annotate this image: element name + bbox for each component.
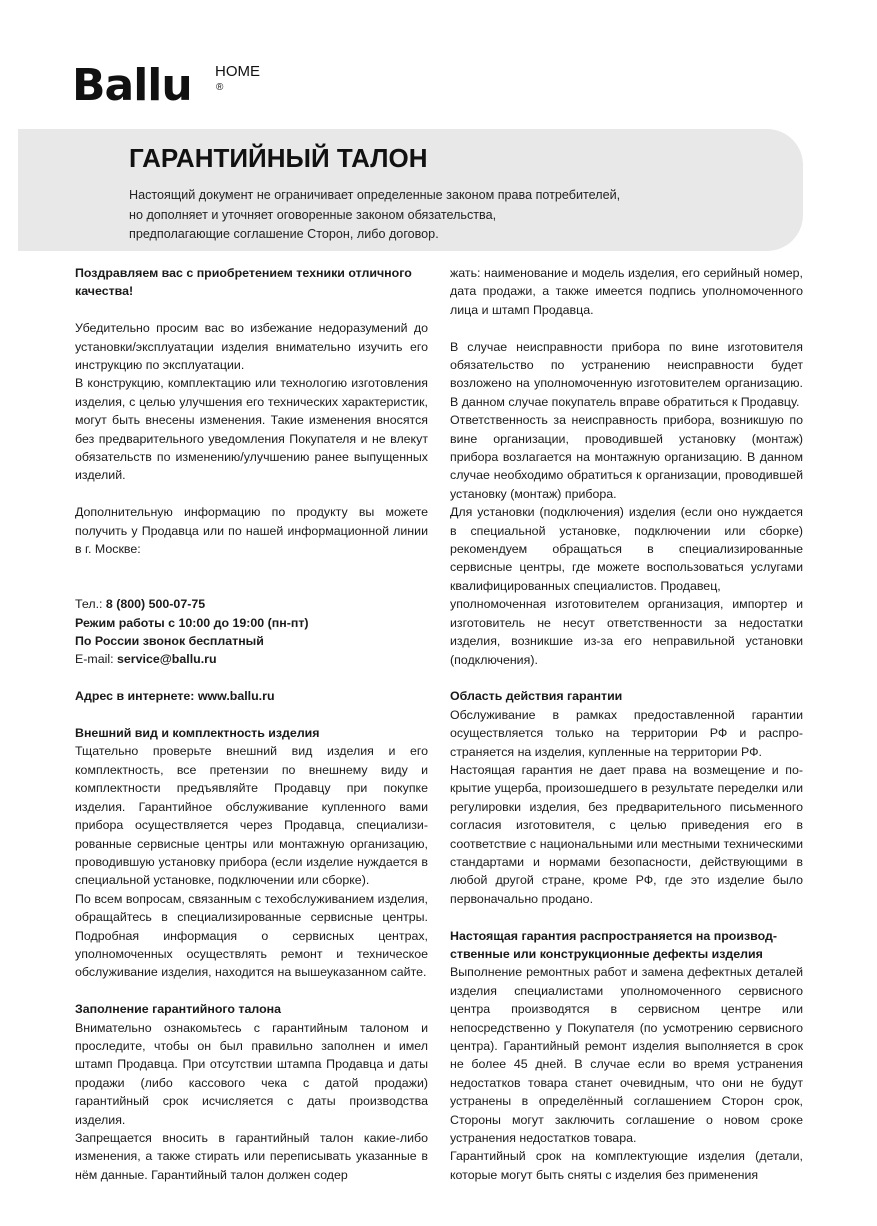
paragraph: Внимательно ознакомьтесь с гарантийным талоном и проследите, чтобы он был правильно заполнен и имел штамп Продавца. При отсутствии штампа Продавца и даты продажи (либо кассового чека с датой продажи) гарантийный срок исчисляется с даты производства изделия. (75, 1020, 428, 1127)
banner-line: Настоящий документ не ограничивает определенные законом права потребителей, (129, 188, 621, 202)
paragraph: Ответственность за неисправность прибора, возникшую по вине организации, проводившей установку (монтаж) прибора возлагается на монтажную организацию. В данном случае необходимо обратиться к организации, проводившей установку (монтаж) прибора. (450, 413, 803, 501)
email-link[interactable]: service@ballu.ru (117, 652, 217, 667)
tel-label: Тел.: (75, 597, 106, 612)
phone-number[interactable]: 8 (800) 500-07-75 (105, 597, 206, 612)
banner-disclaimer (129, 186, 689, 245)
section-heading: Настоящая гарантия распространяется на производственные или конструкционные дефекты изделия (450, 928, 778, 961)
paragraph: Обслуживание в рамках предоставленной гарантии осуществляется только на территории РФ и распространяется на изделия, купленные на территории РФ. (450, 707, 803, 759)
logo-registered-mark: ® (216, 82, 224, 93)
page-title: ГАРАНТИЙНЫЙ ТАЛОН (129, 143, 428, 173)
paragraph: уполномоченная изготовителем организация, импортер и изготовитель не несут ответственности за недостатки изделия, возникшие из-за его неправильной установки (подключения). (450, 597, 803, 667)
paragraph: Запрещается вносить в гарантийный талон какие-либо изменения, а также стирать или переписывать указанные в нём данные. Гарантийный талон должен содер (75, 1131, 428, 1182)
section-heading: Внешний вид и комплектность изделия (75, 726, 320, 741)
section-heading: Заполнение гарантийного талона (75, 1002, 282, 1017)
website-link[interactable]: Адрес в интернете: www.ballu.ru (75, 689, 275, 704)
paragraph: Дополнительную информацию по продукту вы можете получить у Продавца или по нашей информационной линии в г. Москве: (75, 505, 428, 557)
paragraph: Тщательно проверьте внешний вид изделия и его комплектность, все претензии по внешнему виду и комплектности предъявляйте Продавцу при покупке изделия. Гарантийное обслуживание купленного вами прибора осуществляется через Продавца, специализированные сервисные центры или монтажную организацию, проводившую установку прибора (если изделие нуждается в специальной установке, подключении или сборке). (75, 744, 428, 888)
contact-block (75, 595, 428, 669)
banner-line: предполагающие соглашение Сторон, либо договор. (129, 227, 439, 241)
logo-wordmark: Ballu (72, 60, 192, 111)
banner-line: но дополняет и уточняет оговоренные законом обязательства, (129, 207, 497, 222)
paragraph: По всем вопросам, связанным с техобслуживанием изделия, обращайтесь в специализированные сервисные центры. Подробная информация о сервисных центрах, уполномоченных осуществлять ремонт и техническое обслуживание изделия, находится на вышеуказанном сайте. (75, 891, 428, 980)
paragraph: Выполнение ремонтных работ и замена дефектных деталей изделия специалистами уполномоченного сервисного центра производятся в сервисном центре или непосредственно у Покупателя (по усмотрению сервисного центра). Гарантийный ремонт изделия выполняется в срок не более 45 дней. В случае если во время устранения недостатков товара станет очевидным, что они не будут устранены в определённый соглашением Сторон срок, Стороны могут заключить соглашение о новом сроке устранения недостатков товара. (450, 965, 803, 1146)
paragraph: Гарантийный срок на комплектующие изделия (детали, которые могут быть сняты с изделия без применения (450, 1149, 803, 1182)
logo-home: HOME (215, 63, 260, 80)
left-column (75, 264, 428, 1184)
paragraph: жать: наименование и модель изделия, его серийный номер, дата продажи, а также имеется подпись уполномоченного лица и штамп Продавца. (450, 266, 803, 317)
section-heading: Область действия гарантии (450, 689, 623, 704)
congrats-heading: Поздравляем вас с приобретением техники отличного качества! (75, 266, 412, 299)
paragraph: Настоящая гарантия не дает права на возмещение и покрытие ущерба, произошедшего в результате переделки или регулировки изделия, без предварительного письменного согласия изготовителя, с целью приведения его в соответствие с национальными или местными техническими стандартами и нормами безопасности, действующими в любой другой стране, кроме РФ, где это изделие было первоначально продано. (450, 762, 803, 906)
email-label: E-mail: (75, 652, 117, 667)
paragraph: В случае неисправности прибора по вине изготовителя обязательство по устранению неисправности будет возложено на уполномоченную изготовителем организацию. В данном случае покупатель вправе обратиться к Продавцу. (450, 339, 803, 409)
paragraph: Убедительно просим вас во избежание недоразумений до установки/эксплуатации изделия внимательно изучить его инструкцию по эксплуатации. (75, 321, 428, 373)
paragraph: В конструкцию, комплектацию или технологию изготовления изделия, с целью улучшения его технических характеристик, могут быть внесены изменения. Такие изменения вносятся без предварительного уведомления Покупателя и не влекут обязательств по изменению/улучшению ранее выпущенных изделий. (75, 376, 428, 483)
ballu-logo (72, 60, 272, 120)
free-call-note: По России звонок бесплатный (75, 634, 264, 649)
header-banner (18, 129, 803, 251)
working-hours: Режим работы с 10:00 до 19:00 (пн-пт) (75, 615, 309, 630)
right-column (450, 264, 803, 1184)
paragraph: Для установки (подключения) изделия (если оно нуждается в специальной установке, подключении или сборке) рекомендуем обращаться в специализированные сервисные центры, где можете воспользоваться услугами квалифицированных специалистов. Продавец, (450, 505, 803, 593)
